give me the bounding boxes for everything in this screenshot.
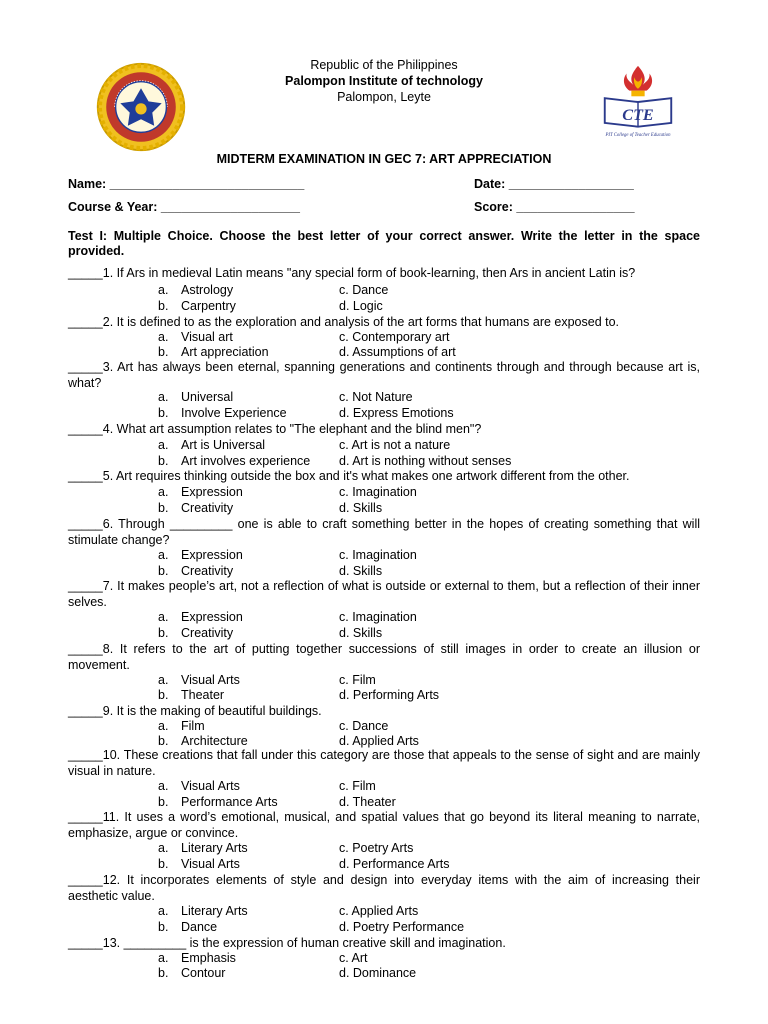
question-text: _____9. It is the making of beautiful buildings. [68, 704, 322, 718]
choice-b[interactable] [158, 734, 248, 748]
choice-b-text: Visual Arts [181, 857, 240, 871]
choice-d[interactable]: d. Logic [339, 299, 383, 313]
choice-letter: a. [158, 485, 169, 499]
choice-letter: b. [158, 626, 169, 640]
choice-b[interactable] [158, 626, 233, 640]
choice-c[interactable]: c. Film [339, 673, 376, 687]
choice-d[interactable]: d. Skills [339, 501, 383, 515]
choice-a[interactable] [158, 548, 243, 562]
choice-a[interactable] [158, 841, 248, 855]
question-text: _____2. It is defined to as the exploration and analysis of the art forms that humans are exposed to. [68, 315, 620, 329]
choice-letter: b. [158, 406, 169, 420]
choice-a[interactable] [158, 438, 265, 452]
choice-c[interactable]: c. Art is not a nature [339, 438, 451, 452]
choice-a[interactable] [158, 719, 205, 733]
header-location: Palompon, Leyte [337, 90, 431, 104]
choice-a[interactable] [158, 485, 243, 499]
choice-a[interactable] [158, 951, 236, 965]
choice-c[interactable]: c. Not Nature [339, 390, 413, 404]
choice-letter: b. [158, 501, 169, 515]
choice-a-text: Film [181, 719, 205, 733]
choice-b[interactable] [158, 406, 287, 420]
choice-letter: a. [158, 841, 169, 855]
choice-letter: a. [158, 390, 169, 404]
choice-a[interactable] [158, 283, 233, 297]
question-text: _____7. It makes people’s art, not a reflection of what is outside or external to them, but a reflection of their inner selves. [68, 579, 700, 609]
choice-letter: a. [158, 951, 169, 965]
choice-letter: a. [158, 330, 169, 344]
choice-c[interactable]: c. Dance [339, 719, 389, 733]
choice-a[interactable] [158, 904, 248, 918]
choice-a-text: Art is Universal [181, 438, 266, 452]
choice-letter: a. [158, 673, 169, 687]
choice-letter: b. [158, 345, 169, 359]
choice-c[interactable]: c. Film [339, 779, 376, 793]
choice-d[interactable]: d. Art is nothing without senses [339, 454, 512, 468]
choice-letter: a. [158, 548, 169, 562]
choice-letter: b. [158, 857, 169, 871]
choice-letter: b. [158, 920, 169, 934]
choice-letter: b. [158, 795, 169, 809]
choice-d[interactable]: d. Performing Arts [339, 688, 440, 702]
choice-b-text: Creativity [181, 501, 234, 515]
test-instructions: Test I: Multiple Choice. Choose the best letter of your correct answer. Write the letter in the space provided. [68, 229, 700, 258]
choice-b[interactable] [158, 857, 240, 871]
torch-cup [631, 91, 644, 97]
course-year-field[interactable]: Course & Year: ____________________ [68, 200, 300, 214]
choice-b[interactable] [158, 688, 224, 702]
choice-d[interactable]: d. Dominance [339, 966, 417, 980]
choice-d[interactable]: d. Poetry Performance [339, 920, 465, 934]
choice-c[interactable]: c. Poetry Arts [339, 841, 414, 855]
choice-letter: a. [158, 438, 169, 452]
name-field[interactable]: Name: ____________________________ [68, 177, 305, 191]
choice-a-text: Expression [181, 485, 243, 499]
choice-letter: a. [158, 719, 169, 733]
choice-d[interactable]: d. Performance Arts [339, 857, 450, 871]
question-text: _____13. _________ is the expression of human creative skill and imagination. [68, 936, 506, 950]
choice-b[interactable] [158, 345, 269, 359]
choice-d[interactable]: d. Assumptions of art [339, 345, 456, 359]
choice-d[interactable]: d. Applied Arts [339, 734, 419, 748]
choice-c[interactable]: c. Imagination [339, 548, 417, 562]
choice-d[interactable]: d. Express Emotions [339, 406, 454, 420]
choice-a-text: Visual art [181, 330, 233, 344]
choice-c[interactable]: c. Imagination [339, 610, 417, 624]
choice-b-text: Creativity [181, 564, 234, 578]
choice-c[interactable]: c. Applied Arts [339, 904, 419, 918]
question-text: _____5. Art requires thinking outside the box and it's what makes one artwork different from the other. [68, 469, 630, 483]
choice-b-text: Theater [181, 688, 225, 702]
choice-letter: a. [158, 904, 169, 918]
question-text: _____1. If Ars in medieval Latin means "any special form of book-learning, then Ars in ancient Latin is? [68, 266, 636, 280]
choice-letter: a. [158, 610, 169, 624]
choice-c[interactable]: c. Art [339, 951, 368, 965]
choice-letter: b. [158, 966, 169, 980]
choice-b-text: Art involves experience [181, 454, 311, 468]
choice-a-text: Emphasis [181, 951, 236, 965]
seal-emblem-center [135, 103, 146, 114]
question-text: _____11. It uses a word’s emotional, musical, and spatial values that go beyond its literal meaning to narrate, emphasize, argue or convince. [68, 810, 700, 840]
choice-a-text: Expression [181, 610, 243, 624]
question-text: _____3. Art has always been eternal, spanning generations and continents through and through because art is, what? [68, 360, 700, 390]
exam-title: MIDTERM EXAMINATION IN GEC 7: ART APPRECIATION [216, 152, 552, 166]
choice-b[interactable] [158, 501, 233, 515]
choice-letter: a. [158, 779, 169, 793]
choice-c[interactable]: c. Imagination [339, 485, 417, 499]
choice-b[interactable] [158, 564, 233, 578]
date-field[interactable]: Date: __________________ [474, 177, 634, 191]
choice-b-text: Carpentry [181, 299, 236, 313]
choice-c[interactable]: c. Dance [339, 283, 389, 297]
choice-b-text: Contour [181, 966, 226, 980]
question-text: _____8. It refers to the art of putting together successions of still images in order to create an illusion or movement. [68, 642, 700, 672]
choice-a[interactable] [158, 610, 243, 624]
question-text: _____6. Through _________ one is able to craft something better in the hopes of creating something that will stimulate change? [68, 517, 700, 547]
cte-logo-text: CTE [622, 107, 654, 125]
choice-letter: b. [158, 564, 169, 578]
question-text: _____4. What art assumption relates to "The elephant and the blind men"? [68, 422, 482, 436]
choice-letter: b. [158, 299, 169, 313]
choice-b-text: Dance [181, 920, 218, 934]
choice-a[interactable] [158, 390, 233, 404]
choice-d[interactable]: d. Theater [339, 795, 396, 809]
choice-a-text: Astrology [181, 283, 234, 297]
header-institute: Palompon Institute of technology [285, 74, 483, 88]
choice-a-text: Expression [181, 548, 243, 562]
choice-a[interactable] [158, 330, 233, 344]
choice-d[interactable]: d. Skills [339, 626, 383, 640]
choice-letter: b. [158, 734, 169, 748]
choice-b-text: Architecture [181, 734, 248, 748]
choice-a-text: Literary Arts [181, 904, 248, 918]
choice-letter: b. [158, 688, 169, 702]
cte-book-torch-logo-icon [595, 64, 681, 140]
question-text: _____12. It incorporates elements of style and design into everyday items with the aim of increasing their aesthetic value. [68, 873, 700, 903]
choice-b-text: Involve Experience [181, 406, 287, 420]
choice-a-text: Universal [181, 390, 234, 404]
choice-a-text: Literary Arts [181, 841, 248, 855]
choice-a-text: Visual Arts [181, 673, 240, 687]
choice-letter: a. [158, 283, 169, 297]
choice-a-text: Visual Arts [181, 779, 240, 793]
choice-b-text: Performance Arts [181, 795, 278, 809]
choice-b[interactable] [158, 299, 236, 313]
choice-b[interactable] [158, 454, 310, 468]
choice-letter: b. [158, 454, 169, 468]
choice-b-text: Creativity [181, 626, 234, 640]
choice-a[interactable] [158, 779, 240, 793]
choice-d[interactable]: d. Skills [339, 564, 383, 578]
choice-b[interactable] [158, 920, 217, 934]
score-field[interactable]: Score: _________________ [474, 200, 635, 214]
cte-logo-subtext: PIT College of Teacher Education [605, 133, 671, 139]
choice-b-text: Art appreciation [181, 345, 269, 359]
choice-b[interactable] [158, 966, 225, 980]
header-republic: Republic of the Philippines [310, 58, 458, 72]
question-text: _____10. These creations that fall under this category are those that appeals to the sense of sight and are mainly visual in nature. [68, 748, 700, 778]
choice-a[interactable] [158, 673, 240, 687]
choice-c[interactable]: c. Contemporary art [339, 330, 450, 344]
choice-b[interactable] [158, 795, 278, 809]
